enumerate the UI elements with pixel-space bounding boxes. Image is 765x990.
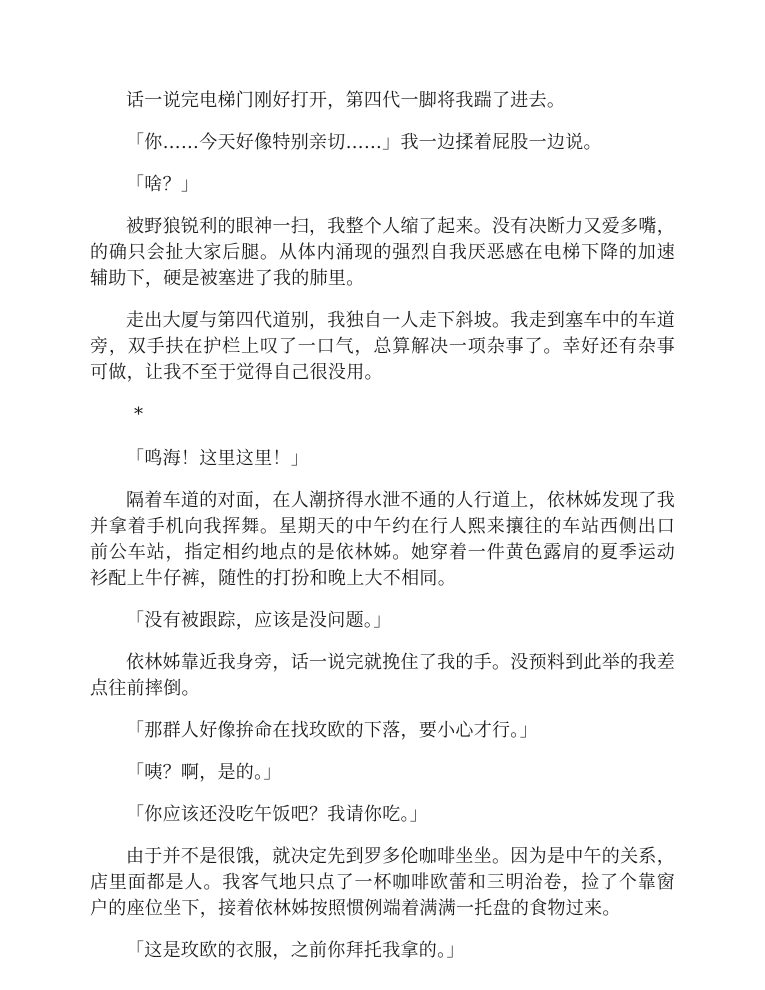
paragraph-1: 话一说完电梯门刚好打开，第四代一脚将我踹了进去。 xyxy=(126,90,566,111)
paragraph-4: 被野狼锐利的眼神一扫，我整个人缩了起来。没有决断力又爱多嘴，的确只会扯大家后腿。从体内涌现的强烈自我厌恶感在电梯下降的加速辅助下，硬是被塞进了我的肺里。 xyxy=(90,216,675,289)
paragraph-12: 「你应该还没吃午饭吧？我请你吃。」 xyxy=(126,804,429,825)
paragraph-2: 「你……今天好像特别亲切……」我一边揉着屁股一边说。 xyxy=(126,132,602,153)
paragraph-3: 「啥？」 xyxy=(126,174,200,195)
paragraph-8: 「没有被跟踪，应该是没问题。」 xyxy=(126,610,392,631)
paragraph-11: 「咦？啊，是的。」 xyxy=(126,762,282,783)
paragraph-10: 「那群人好像拚命在找玫欧的下落，要小心才行。」 xyxy=(126,720,538,741)
paragraph-9: 依林姊靠近我身旁，话一说完就挽住了我的手。没预料到此举的我差点往前摔倒。 xyxy=(90,652,675,699)
paragraph-14: 「这是玫欧的衣服，之前你拜托我拿的。」 xyxy=(126,940,465,961)
body-text xyxy=(90,88,675,980)
paragraph-13: 由于并不是很饿，就决定先到罗多伦咖啡坐坐。因为是中午的关系，店里面都是人。我客气地只点了一杯咖啡欧蕾和三明治卷，捡了个靠窗户的座位坐下，接着依林姊按照惯例端着满满一托盘的食物过来。 xyxy=(90,846,675,919)
paragraph-7: 隔着车道的对面，在人潮挤得水泄不通的人行道上，依林姊发现了我并拿着手机向我挥舞。星期天的中午约在行人熙来攘往的车站西侧出口前公车站，指定相约地点的是依林姊。她穿着一件黄色露肩的夏季运动衫配上牛仔裤，随性的打扮和晚上大不相同。 xyxy=(90,490,675,589)
section-separator: * xyxy=(134,404,144,425)
paragraph-5: 走出大厦与第四代道别，我独自一人走下斜坡。我走到塞车中的车道旁，双手扶在护栏上叹了一口气，总算解决一项杂事了。幸好还有杂事可做，让我不至于觉得自己很没用。 xyxy=(90,310,675,383)
paragraph-6: 「鸣海！这里这里！」 xyxy=(126,448,309,469)
